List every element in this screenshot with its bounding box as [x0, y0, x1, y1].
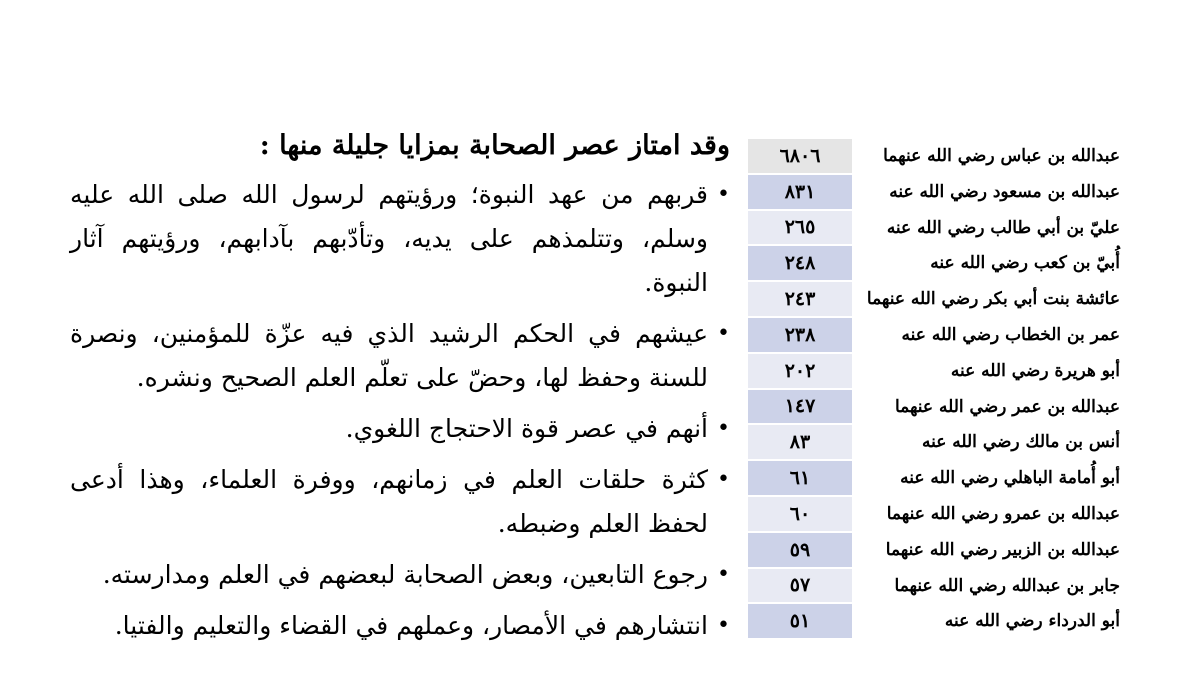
- list-item: [70, 312, 730, 400]
- bullet-icon: •: [717, 416, 730, 441]
- bullet-icon: •: [717, 613, 730, 638]
- companion-name: أبو أُمامة الباهلي رضي الله عنه: [900, 468, 1120, 489]
- narration-count: ٥١: [748, 603, 852, 639]
- narration-count: ٢٤٣: [748, 281, 852, 317]
- table-row: [748, 496, 852, 532]
- list-item-text: كثرة حلقات العلم في زمانهم، ووفرة العلماء، وهذا أدعى لحفظ العلم وضبطه.: [70, 465, 708, 538]
- slide-heading: وقد امتاز عصر الصحابة بمزايا جليلة منها :: [259, 130, 730, 161]
- narration-count: ٦١: [748, 460, 852, 496]
- companion-name: أُبيّ بن كعب رضي الله عنه: [930, 253, 1120, 274]
- companion-names-list: [858, 139, 1120, 640]
- narration-count: ٨٣: [748, 424, 852, 460]
- companion-name: عبدالله بن عباس رضي الله عنهما: [883, 146, 1120, 166]
- narration-count: ٥٧: [748, 568, 852, 604]
- main-text-block: [70, 125, 730, 655]
- narration-count: ٢٤٨: [748, 245, 852, 281]
- table-row: [748, 139, 852, 174]
- narration-count: ٦٨٠٦: [748, 139, 852, 174]
- companion-name: عبدالله بن مسعود رضي الله عنه: [889, 181, 1120, 202]
- table-row: [748, 245, 852, 281]
- list-item-text: انتشارهم في الأمصار، وعملهم في القضاء والتعليم والفتيا.: [114, 611, 708, 640]
- companion-name: عائشة بنت أبي بكر رضي الله عنهما: [866, 289, 1120, 310]
- list-item-text: قربهم من عهد النبوة؛ ورؤيتهم لرسول الله صلى الله عليه وسلم، وتتلمذهم على يديه، وتأدّبهم بآدابهم، ورؤيتهم آثار النبوة.: [70, 180, 708, 297]
- table-row: [748, 174, 852, 210]
- table-row: [748, 460, 852, 496]
- table-row: [748, 424, 852, 460]
- list-item: [70, 173, 730, 305]
- merits-list: [70, 173, 730, 648]
- companion-name: جابر بن عبدالله رضي الله عنهما: [894, 575, 1120, 596]
- list-item-text: عيشهم في الحكم الرشيد الذي فيه عزّة للمؤمنين، ونصرة للسنة وحفظ لها، وحضّ على تعلّم العلم الصحيح ونشره.: [70, 319, 708, 392]
- narration-count: ٦٠: [748, 496, 852, 532]
- table-row: [748, 532, 852, 568]
- companion-name: عبدالله بن عمر رضي الله عنهما: [894, 396, 1120, 417]
- narration-count: ١٤٧: [748, 389, 852, 425]
- table-row: [748, 317, 852, 353]
- companion-name: عبدالله بن الزبير رضي الله عنهما: [885, 539, 1120, 560]
- narration-count-table: [748, 139, 852, 640]
- bullet-icon: •: [717, 321, 730, 346]
- companion-name: عليّ بن أبي طالب رضي الله عنه: [886, 217, 1120, 238]
- bullet-icon: •: [717, 182, 730, 207]
- bullet-icon: •: [717, 562, 730, 587]
- companion-name: عبدالله بن عمرو رضي الله عنهما: [886, 503, 1120, 524]
- narration-count: ٢٦٥: [748, 210, 852, 246]
- table-row: [748, 568, 852, 604]
- list-item: [70, 407, 730, 451]
- narration-count: ٨٣١: [748, 174, 852, 210]
- list-item: [70, 604, 730, 648]
- narration-count: ٥٩: [748, 532, 852, 568]
- table-row: [748, 389, 852, 425]
- table-row: [748, 281, 852, 317]
- list-item: [70, 553, 730, 597]
- table-row: [748, 353, 852, 389]
- list-item: [70, 458, 730, 546]
- list-item-text: رجوع التابعين، وبعض الصحابة لبعضهم في العلم ومدارسته.: [102, 560, 708, 589]
- table-row: [748, 210, 852, 246]
- companion-name: أبو هريرة رضي الله عنه: [950, 360, 1120, 381]
- narration-count: ٢٠٢: [748, 353, 852, 389]
- companion-name: عمر بن الخطاب رضي الله عنه: [901, 324, 1120, 345]
- companion-name: أنس بن مالك رضي الله عنه: [921, 432, 1120, 453]
- bullet-icon: •: [717, 467, 730, 492]
- companion-name: أبو الدرداء رضي الله عنه: [944, 611, 1120, 632]
- list-item-text: أنهم في عصر قوة الاحتجاج اللغوي.: [345, 414, 708, 443]
- narration-count: ٢٣٨: [748, 317, 852, 353]
- table-row: [748, 603, 852, 639]
